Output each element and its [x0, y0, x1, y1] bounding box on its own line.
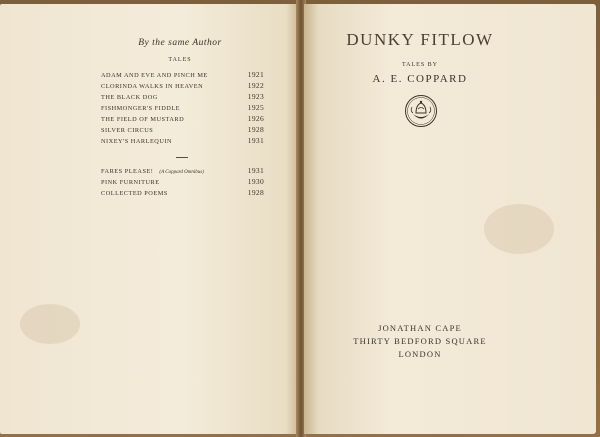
section-divider: [176, 157, 188, 158]
list-item: [101, 103, 264, 114]
list-item: [101, 125, 264, 136]
book-year: 1925: [247, 103, 264, 112]
publisher-address: THIRTY BEDFORD SQUARE: [353, 336, 487, 346]
book-title: SILVER CIRCUS: [101, 127, 154, 134]
left-page: [0, 4, 298, 434]
publisher-device-icon: [404, 94, 438, 128]
right-page: [304, 4, 596, 434]
book-year: 1921: [247, 70, 264, 79]
book-year: 1922: [247, 81, 264, 90]
author-name: A. E. COPPARD: [372, 73, 468, 85]
paper-stain: [20, 304, 80, 344]
book-note: (A Coppard Omnibus): [159, 170, 204, 175]
list-item: [101, 92, 264, 103]
tales-list: [101, 70, 264, 147]
book-year: 1931: [247, 136, 264, 145]
book-year: 1928: [247, 125, 264, 134]
list-item: [101, 136, 264, 147]
other-works-list: [101, 166, 264, 199]
tales-by-label: TALES BY: [401, 62, 439, 68]
book-title: FISHMONGER'S FIDDLE: [101, 105, 181, 112]
book-title: NIXEY'S HARLEQUIN: [101, 138, 173, 145]
book-year: 1931: [247, 166, 264, 175]
tales-heading: TALES: [168, 57, 192, 63]
paper-stain: [484, 204, 554, 254]
by-same-author-heading: By the same Author: [138, 38, 222, 48]
book-year: 1930: [247, 177, 264, 186]
book-year: 1923: [247, 92, 264, 101]
list-item: [101, 166, 264, 177]
book-title: ADAM AND EVE AND PINCH ME: [101, 72, 208, 79]
publisher-name: JONATHAN CAPE: [378, 323, 462, 333]
publisher-imprint: [320, 322, 520, 361]
book-title: PINK FURNITURE: [101, 179, 160, 186]
book-title: THE FIELD OF MUSTARD: [101, 116, 185, 123]
book-title: THE BLACK DOG: [101, 94, 158, 101]
book-year: 1928: [247, 188, 264, 197]
list-item: [101, 114, 264, 125]
book-title: FARES PLEASE!: [101, 168, 154, 175]
book-title: COLLECTED POEMS: [101, 190, 168, 197]
list-item: [101, 188, 264, 199]
list-item: [101, 81, 264, 92]
list-item: [101, 70, 264, 81]
book-title: CLORINDA WALKS IN HEAVEN: [101, 83, 204, 90]
book-title-heading: DUNKY FITLOW: [346, 30, 494, 49]
list-item: [101, 177, 264, 188]
book-year: 1926: [247, 114, 264, 123]
publisher-city: LONDON: [398, 349, 442, 359]
